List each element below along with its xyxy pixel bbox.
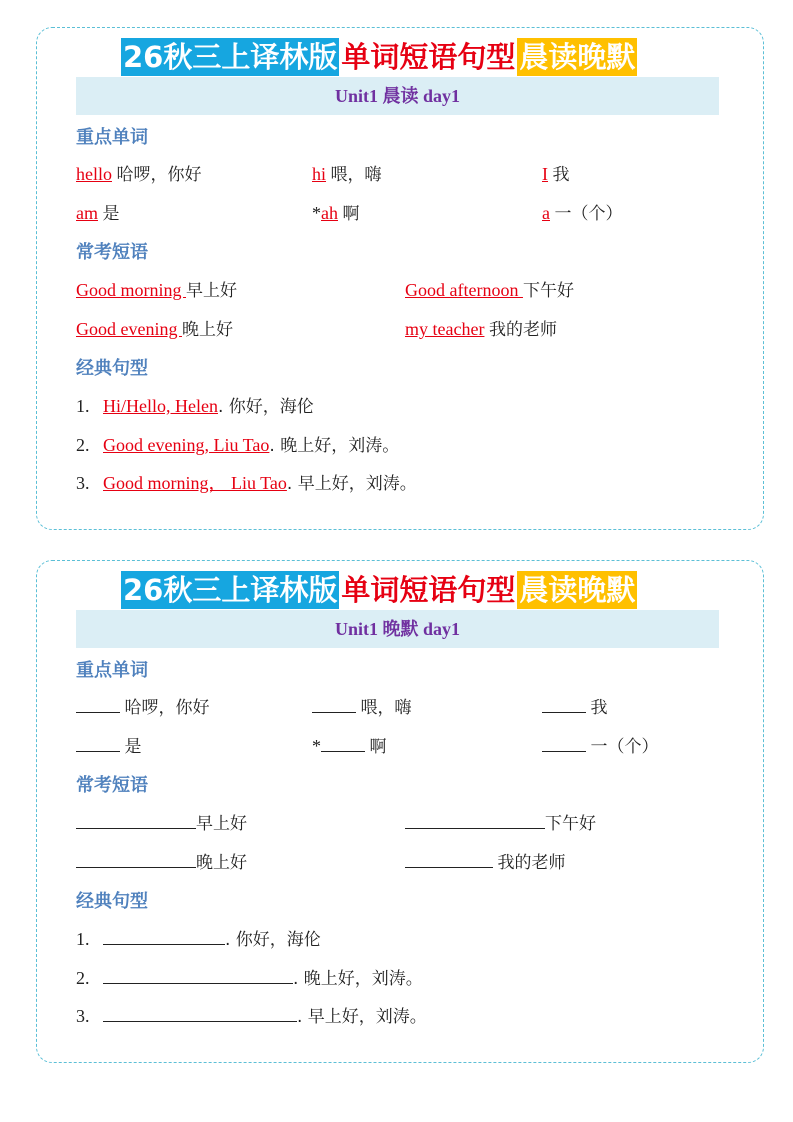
title-part-1: 26秋三上译林版 [123,573,338,607]
sentence-zh: . 你好，海伦 [217,397,314,417]
section-sentences: 经典句型 [76,358,148,379]
word-en: hi [312,164,327,184]
answer-blank[interactable] [542,696,586,713]
sentence-item: 3. Good morning， Liu Tao. 早上好，刘涛。 [76,473,417,494]
answer-blank[interactable] [312,696,356,713]
section-key-words: 重点单词 [76,127,148,148]
title-part-1: 26秋三上译林版 [123,40,338,74]
word-en: ah [321,203,338,223]
word-blank-item: 喂，嗨 [312,693,412,718]
word-zh: 我 [552,165,570,185]
answer-blank[interactable] [542,735,586,752]
sentence-blank-item: 3. . 早上好，刘涛。 [76,1006,427,1027]
answer-blank[interactable] [103,928,225,945]
word-zh: 哈啰，你好 [116,165,202,185]
sentence-en: Good morning， Liu Tao [103,473,287,493]
word-en: a [542,203,550,223]
phrase-item [405,315,557,340]
phrase-zh: 晚上好 [181,320,233,340]
sentence-zh: . 晚上好，刘涛。 [269,436,400,456]
word-blank-item: 哈啰，你好 [76,693,210,718]
phrase-blank-item: 早上好 [76,809,247,834]
unit-band: Unit1 晨读 day1 [76,77,719,115]
phrase-zh: 我的老师 [488,320,557,340]
section-sentences: 经典句型 [76,891,148,912]
word-blank-item: 一（个） [542,732,659,757]
title-part-2: 单词短语句型 [341,40,516,74]
evening-dictation-card [36,560,764,1063]
word-item [76,160,202,185]
answer-blank[interactable] [76,851,196,868]
sentence-en: Good evening, Liu Tao [103,435,270,455]
word-en: am [76,203,98,223]
word-item [542,160,570,185]
word-en: I [542,164,548,184]
sentence-item: 2. Good evening, Liu Tao. 晚上好，刘涛。 [76,435,400,456]
sentence-en: Hi/Hello, Helen [103,396,218,416]
phrase-en: Good afternoon [405,280,523,300]
phrase-blank-item: 下午好 [405,809,596,834]
worksheet-title [121,571,637,609]
answer-blank[interactable] [405,812,545,829]
phrase-en: Good morning [76,280,186,300]
morning-reading-card [36,27,764,530]
sentence-item: 1. Hi/Hello, Helen. 你好，海伦 [76,396,314,417]
title-part-2: 单词短语句型 [341,573,516,607]
sentence-blank-item: 2. . 晚上好，刘涛。 [76,968,423,989]
answer-blank[interactable] [103,1005,297,1022]
unit-band: Unit1 晚默 day1 [76,610,719,648]
phrase-item [405,276,574,301]
answer-blank[interactable] [405,851,493,868]
word-blank-item: 我 [542,693,608,718]
word-blank-item: 是 [76,732,142,757]
title-part-3: 晨读晚默 [519,40,636,74]
phrase-blank-item: 我的老师 [405,848,566,873]
phrase-item [76,315,233,340]
phrase-zh: 早上好 [186,281,237,301]
word-zh: 啊 [342,204,360,224]
word-zh: 是 [102,204,120,224]
phrase-en: Good evening [76,319,182,339]
answer-blank[interactable] [321,735,365,752]
answer-blank[interactable] [76,696,120,713]
word-item [542,199,623,224]
word-zh: 一（个） [554,204,623,224]
word-item [76,199,120,224]
section-key-words: 重点单词 [76,660,148,681]
answer-blank[interactable] [76,812,196,829]
worksheet-title [121,38,637,76]
word-zh: 喂，嗨 [330,165,382,185]
answer-blank[interactable] [76,735,120,752]
phrase-en: my teacher [405,319,485,339]
section-phrases: 常考短语 [76,242,148,263]
section-phrases: 常考短语 [76,775,148,796]
title-part-3: 晨读晚默 [519,573,636,607]
answer-blank[interactable] [103,967,293,984]
phrase-item [76,276,237,301]
phrase-zh: 下午好 [522,281,574,301]
sentence-zh: . 早上好，刘涛。 [286,474,417,494]
word-item: *ah 啊 [312,203,360,224]
word-blank-item: * 啊 [312,736,387,757]
word-en: hello [76,164,112,184]
word-item [312,160,382,185]
sentence-blank-item: 1. . 你好，海伦 [76,929,321,950]
phrase-blank-item: 晚上好 [76,848,247,873]
